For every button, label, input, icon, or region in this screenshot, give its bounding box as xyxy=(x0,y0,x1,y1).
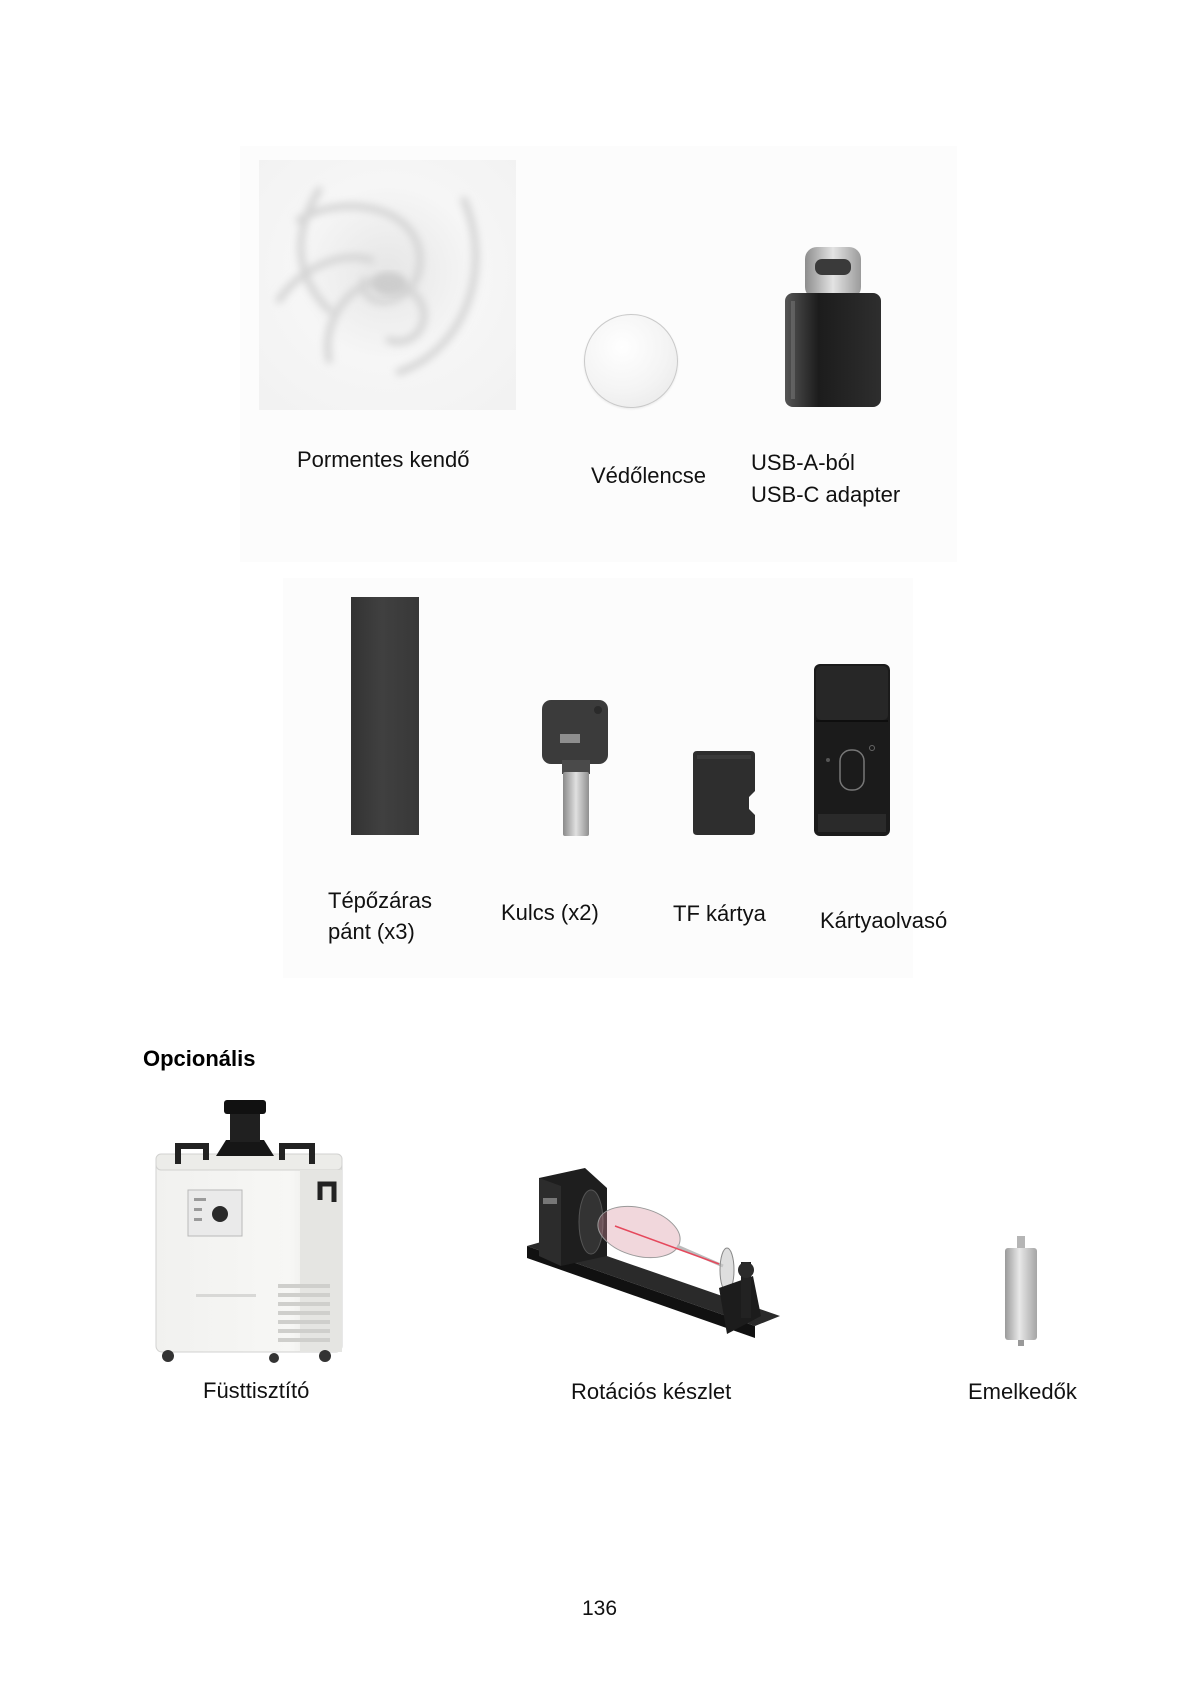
velcro-strap-image xyxy=(351,597,419,835)
key-label: Kulcs (x2) xyxy=(501,900,599,925)
dust-free-cloth-image xyxy=(259,160,516,410)
fume-extractor-label: Füsttisztító xyxy=(203,1378,310,1403)
tf-card-label: TF kártya xyxy=(673,901,766,926)
tf-card-image xyxy=(691,751,757,835)
page-number: 136 xyxy=(582,1597,618,1620)
riser-image xyxy=(1002,1236,1040,1346)
protective-lens-image xyxy=(584,314,678,408)
velcro-strap-label-line-1: Tépőzáras xyxy=(328,888,432,913)
lens-label: Védőlencse xyxy=(591,463,706,488)
card-reader-image xyxy=(812,664,892,836)
usb-adapter-label-line-2: USB-C adapter xyxy=(751,482,901,507)
key-image xyxy=(540,700,612,836)
rotary-kit-image xyxy=(527,1166,780,1351)
usb-adapter-label-line-1: USB-A-ból xyxy=(751,450,855,475)
usb-adapter-image xyxy=(783,245,883,410)
velcro-strap-label-line-2: pánt (x3) xyxy=(328,919,415,944)
rotary-kit-label: Rotációs készlet xyxy=(571,1379,732,1404)
optional-heading: Opcionális xyxy=(143,1046,256,1071)
risers-label: Emelkedők xyxy=(968,1379,1077,1404)
cloth-label: Pormentes kendő xyxy=(297,447,470,472)
card-reader-label: Kártyaolvasó xyxy=(820,908,948,933)
fume-extractor-image xyxy=(150,1098,350,1364)
